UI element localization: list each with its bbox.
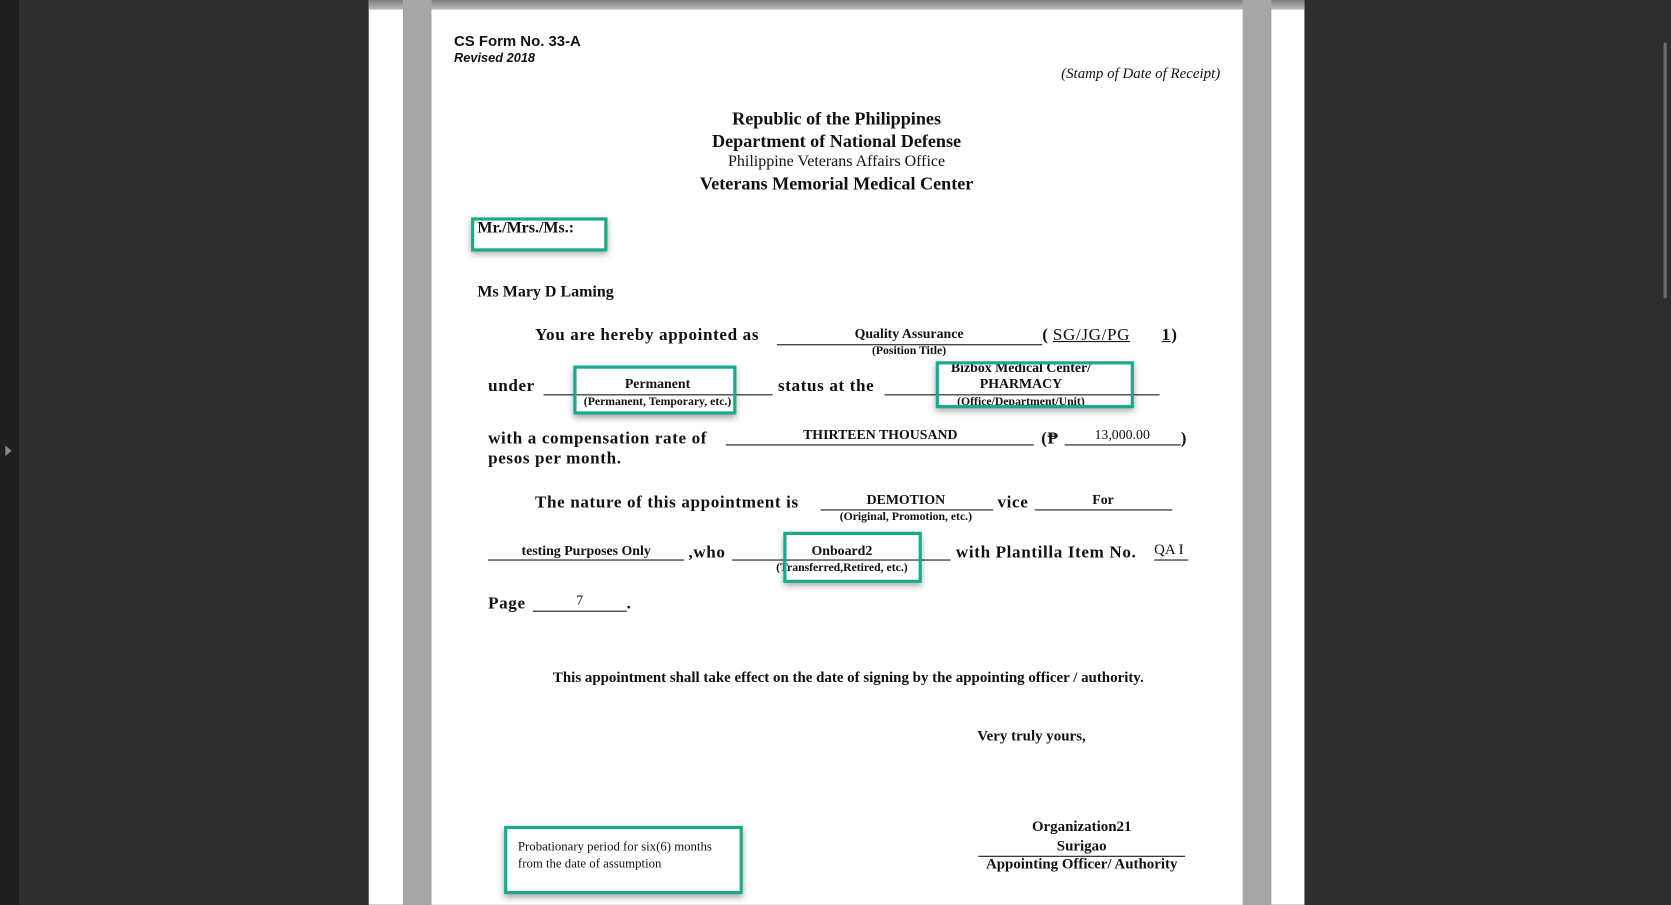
page-line: [533, 611, 627, 612]
signatory-title: Appointing Officer/ Authority: [985, 856, 1178, 873]
grade-open: (: [1042, 326, 1049, 345]
page-margin-right: [1243, 0, 1272, 905]
pesos-per-month: pesos per month.: [488, 449, 622, 468]
position-caption: (Position Title): [871, 344, 947, 358]
stamp-label: (Stamp of Date of Receipt): [1061, 66, 1221, 83]
vice-label: vice: [997, 493, 1029, 512]
vice-line: [1035, 509, 1172, 510]
nature-value: DEMOTION: [866, 491, 946, 508]
vice-cont-line: [488, 559, 684, 560]
header-republic: Republic of the Philippines: [732, 108, 942, 129]
amount-close: ): [1180, 429, 1188, 448]
nature-label: The nature of this appointment is: [534, 493, 799, 512]
header-office: Philippine Veterans Affairs Office: [728, 153, 946, 171]
position-value: Quality Assurance: [854, 325, 964, 342]
plantilla-label: with Plantilla Item No.: [955, 543, 1137, 562]
who-label: ,who: [688, 543, 726, 562]
nature-caption: (Original, Promotion, etc.): [839, 510, 972, 524]
page-margin-left: [403, 0, 432, 905]
grade-label: [1053, 326, 1130, 345]
amount-line: [1065, 444, 1181, 445]
highlight-box-who: [783, 532, 922, 583]
highlight-box-office: [936, 361, 1134, 408]
salutation: Mr./Mrs./Ms.:: [477, 219, 575, 237]
office-line1: Bizbox Medical Center/: [950, 359, 1091, 376]
signatory-name: Surigao: [1056, 838, 1107, 855]
closing: Very truly yours,: [977, 728, 1086, 745]
probation-line2: from the date of assumption: [517, 855, 662, 871]
status-at-label: status at the: [777, 377, 875, 396]
highlight-box-status: [573, 366, 736, 415]
header-department: Department of National Defense: [712, 131, 962, 152]
compensation-label: with a compensation rate of: [488, 429, 708, 448]
compensation-words: THIRTEEN THOUSAND: [803, 426, 958, 443]
appointed-label: You are hereby appointed as: [534, 326, 760, 345]
plantilla-value: QA I: [1154, 542, 1188, 560]
grade-value: 1: [1161, 326, 1171, 345]
signatory-org: Organization21: [1031, 819, 1132, 836]
page-dot: .: [626, 594, 632, 613]
appointee-name: Ms Mary D Laming: [477, 283, 614, 301]
vice-cont-value: testing Purposes Only: [521, 542, 651, 559]
document-top-band: [369, 0, 1305, 10]
status-value: Permanent: [624, 375, 691, 392]
form-number: CS Form No. 33-A: [453, 31, 581, 50]
under-label: under: [488, 377, 535, 396]
who-caption: (Transferred,Retired, etc.): [776, 561, 908, 575]
page-label: Page: [488, 594, 526, 613]
office-line2: PHARMACY: [979, 375, 1063, 392]
who-value: Onboard2: [811, 542, 873, 559]
vice-value: For: [1092, 491, 1114, 508]
scrollbar[interactable]: [1664, 43, 1667, 299]
expand-sidebar-icon[interactable]: [5, 445, 11, 456]
status-caption: (Permanent, Temporary, etc.): [583, 395, 732, 409]
grade-label-sg: SG/JG/PG: [1052, 326, 1131, 345]
header-center: Veterans Memorial Medical Center: [699, 173, 974, 194]
page-value: 7: [576, 591, 584, 608]
form-revised: Revised 2018: [453, 50, 536, 66]
peso-open: (₱: [1041, 429, 1059, 448]
compensation-amount: 13,000.00: [1094, 426, 1150, 443]
probation-line1: Probationary period for six(6) months: [517, 838, 712, 854]
effect-statement: This appointment shall take effect on the date of signing by the appointing officer / authority.: [552, 670, 1144, 687]
office-caption: (Office/Department/Unit): [957, 395, 1085, 409]
grade-close: ): [1171, 326, 1178, 345]
compensation-words-line: [726, 444, 1034, 445]
